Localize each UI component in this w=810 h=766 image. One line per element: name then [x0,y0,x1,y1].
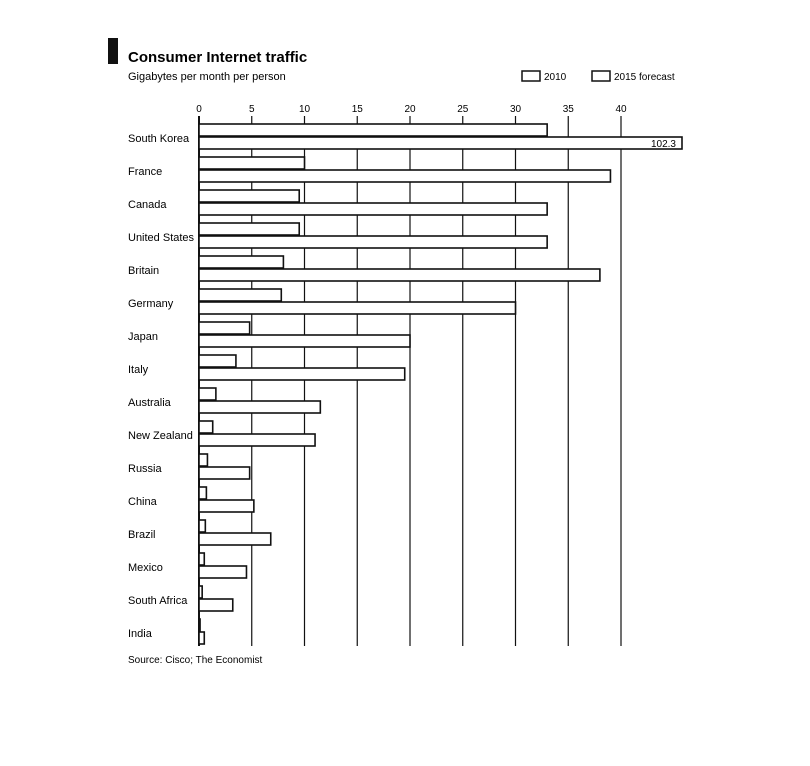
legend-swatch-2010 [522,71,540,81]
category-label-france: France [128,166,163,178]
category-label-united-states: United States [128,232,195,244]
category-label-brazil: Brazil [128,529,156,541]
x-tick-label-10: 10 [298,104,311,115]
bar-brazil-2010 [199,520,205,532]
bar-italy-2010 [199,355,236,367]
bars [199,124,682,644]
x-tick-label-40: 40 [615,104,627,115]
chart-subtitle: Gigabytes per month per person [128,71,286,83]
category-label-germany: Germany [128,298,174,310]
bar-china-2010 [199,487,206,499]
bar-india-2010 [199,619,200,631]
bar-mexico-2015-forecast [199,566,246,578]
category-label-new-zealand: New Zealand [128,430,193,442]
category-label-italy: Italy [128,364,149,376]
x-axis-ticks [196,104,627,115]
x-tick-label-25: 25 [457,104,469,115]
legend-label-2010: 2010 [544,72,567,83]
bar-france-2010 [199,157,305,169]
bar-canada-2015-forecast [199,203,547,215]
bar-india-2015-forecast [199,632,204,644]
x-tick-label-20: 20 [404,104,416,115]
category-labels [128,133,195,640]
bar-france-2015-forecast [199,170,610,182]
category-label-japan: Japan [128,331,158,343]
bar-brazil-2015-forecast [199,533,271,545]
x-tick-label-15: 15 [351,104,363,115]
bar-italy-2015-forecast [199,368,405,380]
bar-germany-2015-forecast [199,302,516,314]
category-label-canada: Canada [128,199,167,211]
bar-value-label-south-korea-2015-forecast: 102.3 [650,139,676,150]
category-label-australia: Australia [128,397,171,409]
category-label-india: India [128,628,152,640]
bar-united-states-2015-forecast [199,236,547,248]
bar-china-2015-forecast [199,500,254,512]
bar-canada-2010 [199,190,299,202]
x-tick-label-0: 0 [196,104,202,115]
source-note: Source: Cisco; The Economist [128,655,263,666]
bar-australia-2010 [199,388,216,400]
bar-japan-2010 [199,322,250,334]
legend-swatch-2015-forecast [592,71,610,81]
x-tick-label-5: 5 [248,104,255,115]
chart-title: Consumer Internet traffic [128,49,308,66]
bar-united-states-2010 [199,223,299,235]
bar-germany-2010 [199,289,281,301]
category-label-mexico: Mexico [128,562,163,574]
bar-britain-2010 [199,256,283,268]
x-tick-label-30: 30 [509,104,522,115]
bar-south-africa-2010 [199,586,202,598]
category-label-south-africa: South Africa [128,595,188,607]
bar-russia-2015-forecast [199,467,250,479]
bar-britain-2015-forecast [199,269,600,281]
bar-russia-2010 [199,454,207,466]
category-label-britain: Britain [128,265,160,277]
category-label-china: China [128,496,157,508]
bar-south-korea-2015-forecast [199,137,682,149]
category-label-russia: Russia [128,463,162,475]
legend-label-2015-forecast: 2015 forecast [614,72,675,83]
legend [522,71,675,83]
category-label-south-korea: South Korea [128,133,190,145]
bar-south-africa-2015-forecast [199,599,233,611]
bar-australia-2015-forecast [199,401,320,413]
x-tick-label-35: 35 [562,104,574,115]
bar-new-zealand-2015-forecast [199,434,315,446]
bar-new-zealand-2010 [199,421,213,433]
bar-mexico-2010 [199,553,204,565]
bar-japan-2015-forecast [199,335,410,347]
bar-south-korea-2010 [199,124,547,136]
title-accent-bar [108,38,118,64]
